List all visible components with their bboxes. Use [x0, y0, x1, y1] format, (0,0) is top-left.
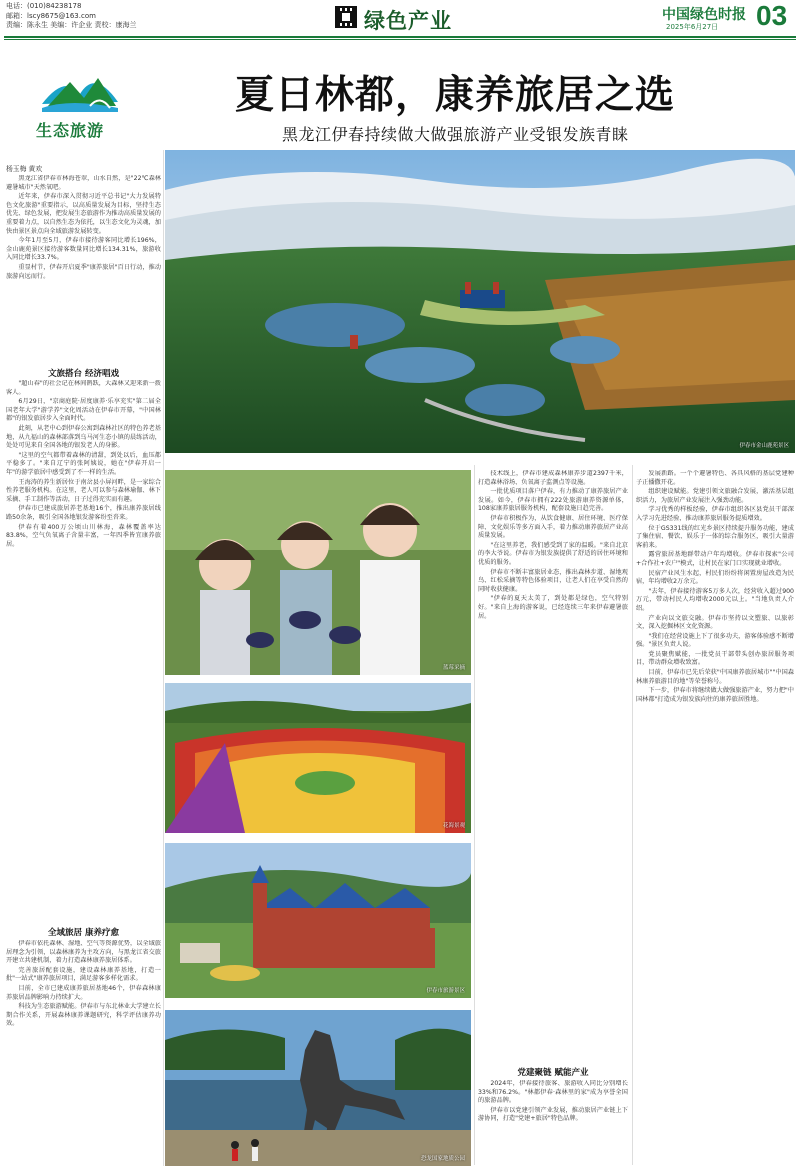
paragraph: 产业向以文旅交融。伊春市坚持以文塑旅、以旅彰文，深入挖掘林区文化资源。: [636, 614, 794, 631]
paragraph: 伊春市依托森林、湿地、空气等资源优势，以全域旅居理念为引领，以森林康养为主攻方向，与黑龙江省交旅开建立共建机制，着力打造森林康养旅居体系。: [6, 940, 161, 965]
castle-photo-caption: 伊春市旅游景区: [426, 988, 465, 994]
mountain-logo-icon: [40, 64, 120, 114]
kids-photo-caption: 蓝莓采摘: [442, 665, 465, 671]
paragraph: 伊春市不断丰富旅居业态，推出森林步道、湿地观鸟、红松采摘等特色体验项目，让老人们在享受自然的同时收获健康。: [478, 568, 628, 593]
header-rule: [4, 36, 796, 38]
paragraph: "伊春的夏天太美了，到处都是绿色，空气特别好。"来自上海的游客说，已经连续三年来伊春避暑旅居。: [478, 595, 628, 620]
column-divider: [474, 465, 475, 1165]
hero-photo-caption: 伊春市金山鹿苑景区: [739, 443, 789, 449]
paragraph: 黑龙江省伊春市林海苍翠，山水自然，是"22℃森林避暑城市"天然氧吧。: [6, 175, 161, 191]
paragraph: "我们在经营设施上下了很多功夫，游客体验感不断增强。"景区负责人说。: [636, 632, 794, 649]
flower-garden-photo: [165, 683, 471, 833]
paragraph: 伊春市以党建引领产业发展，推动旅居产业链上下游协同，打造"党建+旅居"特色品牌。: [478, 1106, 628, 1123]
column-divider: [163, 150, 164, 1166]
col1-intro: [6, 175, 161, 365]
paragraph: 科技为生态旅游赋能。伊春市与东北林业大学建立长期合作关系，开展森林康养课题研究，科学评估康养功效。: [6, 1003, 161, 1028]
paragraph: 发展新路。一个个避暑特色、各具风格的基层党建种子正播撒开花。: [636, 470, 794, 486]
paragraph: 伊春有着400万公顷山川林海，森林覆盖率达83.8%，空气负氧离子含量丰富，一年四季皆宜康养旅居。: [6, 523, 161, 548]
paragraph: 近年来，伊春市深入贯彻习近平总书记"大力发展特色文化旅游"重要指示，以高质量发展为目标，坚持生态优先、绿色发展，把发展生态旅游作为推动高质量发展的重要着力点，以自然生态为依托，以生态文化为灵魂，加快由景区景点向全域旅游发展转变。: [6, 193, 161, 235]
section-heading: 党建聚链 赋能产业: [517, 1068, 589, 1078]
col3-section3: [478, 1080, 628, 1166]
paragraph: 6月29日，"京商庭院·居度康养·乐享充实"第二届全国老年大学"游学养"文化周活动在伊春市开幕，"中国林都"的银发旅居步入全面时代。: [6, 398, 161, 423]
castle-resort-photo: [165, 843, 471, 998]
paragraph: 2024年，伊春接待旅客、旅游收入同比分别增长33%和76.2%。"林都伊春·森林里的家"成为享誉全国的旅游品牌。: [478, 1080, 628, 1105]
paragraph: 伊春市积极作为，从饮食健康、居住环境、医疗保障、文化娱乐等多方面入手，着力推动康养旅居产业高质量发展。: [478, 514, 628, 540]
paragraph: 目前，全市已建成康养旅居基地46个，伊春森林康养旅居品牌影响力持续扩大。: [6, 984, 161, 1001]
dinosaur-park-photo: [165, 1010, 471, 1166]
paragraph: 今年1月至5月，伊春市接待游客同比增长196%，金山鹿苑景区接待游客数量同比增长134.31%，旅游收入同比增长33.7%。: [6, 237, 161, 262]
paragraph: "在这里养老，我们感受到了家的温暖。"来自北京的李大爷说。伊春市为银发族提供了舒适的居住环境和优质的服务。: [478, 541, 628, 566]
paragraph: 民宿产业风生水起，村民们纷纷将闲置房屋改造为民宿，年均增收2万余元。: [636, 569, 794, 586]
paragraph: 重显村节，伊春开启夏季"康养旅居"百日行动，推动旅游向远而行。: [6, 263, 161, 280]
byline: 杨玉梅 黄欢: [6, 165, 43, 173]
paragraph: "这里的空气都带着森林的清甜，到处以后，血压都平稳多了。"来自辽宁的张阿姨说，她在"伊春开启一年"的游学旅居中感受到了不一样的生活。: [6, 451, 161, 476]
section-heading: 全域旅居 康养疗愈: [48, 928, 119, 938]
page-title: 夏日林都，康养旅居之选: [235, 72, 676, 118]
section-name: 绿色产业: [364, 8, 452, 33]
column-label: 生态旅游: [36, 121, 105, 140]
paragraph: 此刻，从老中心到伊春公寓到森林社区的特色养老基地，从九福山的森林部落到乌马河生态小镇的晨练活动，处处可见来自全国各地的银发老人的身影。: [6, 424, 161, 450]
page-subtitle: 黑龙江伊春持续做大做强旅游产业受银发族青睐: [282, 125, 629, 144]
paragraph: 下一步，伊春市将继续做大做强旅游产业，努力把"中国林都"打造成为银发族向往的康养旅居胜地。: [636, 687, 794, 703]
col1-section1: [6, 380, 161, 920]
flowers-photo-caption: 花海景观: [442, 823, 465, 829]
header-email: 邮箱：lscy8675@163.com: [6, 11, 96, 20]
dino-photo-caption: 恐龙国家地质公园: [420, 1156, 465, 1162]
paragraph: 伊春市已建成旅居养老基地16个，推出康养旅居线路50余条，吸引全国各地银发游客纷至沓来。: [6, 505, 161, 521]
paragraph: "超山春"的社会记在林间鹊跃，大森林又迎来新一拨客人。: [6, 380, 161, 396]
col1-section2: [6, 940, 161, 1166]
kids-blueberry-photo: [165, 470, 471, 675]
paragraph: 学习优秀的样板经验，伊春市组织各区县党员干部深入学习先进经验，推动康养旅居服务提质增效。: [636, 506, 794, 522]
paragraph: 党员聚焦赋能，一批党员干部带头创办旅居服务项目，带动群众增收致富。: [636, 650, 794, 667]
qr-code-icon: [335, 6, 357, 28]
hero-photo: [165, 150, 795, 453]
col3-text: [478, 470, 628, 1060]
paragraph: 目前，伊春市已先后荣获"中国康养旅居城市""中国森林康养旅游目的地"等荣誉称号。: [636, 669, 794, 685]
paragraph: 组织建设赋能。党建引领文旅融合发展，激活基层组织活力，为旅居产业发展注入强劲动能。: [636, 488, 794, 504]
issue-date: 2025年6月27日: [666, 23, 719, 31]
paragraph: "去年，伊春接待游客5万多人次，经营收入超过900万元，带动村民人均增收2000元以上。"当地负责人介绍。: [636, 587, 794, 612]
header-phone: 电话：(010)84238178: [6, 2, 82, 10]
header-rule-thin: [4, 39, 796, 40]
paragraph: 位于GS331线的红光乡景区持续提升服务功能，建成了集住宿、餐饮、娱乐于一体的综合服务区，吸引大量游客前来。: [636, 524, 794, 549]
masthead-logo: 中国绿色时报: [662, 7, 746, 23]
column-divider: [632, 465, 633, 1165]
paragraph: 完善旅居配套设施，建设森林康养基地，打造一批"一站式"康养旅居项目，满足游客多样化需求。: [6, 966, 161, 983]
header-editors: 责编：陈永生 美编：许企业 责校：康海兰: [6, 21, 137, 29]
section-heading: 文旅搭台 经济唱戏: [48, 369, 119, 379]
paragraph: 王海涛的养生新居位于南岔县小屏河畔，是一家综合性养老服务机构。在这里，老人可以参与森林瑜伽、林下采摘、手工制作等活动，日子过得充实而有趣。: [6, 478, 161, 503]
paragraph: 露营旅居基地群带动户年均增收。伊春市探索"公司+合作社+农户"模式，让村民在家门口实现就业增收。: [636, 551, 794, 567]
paragraph: 技术线上，伊春市建成森林康养步道2397千米，打造森林浴场、负氧离子监测点等设施。: [478, 470, 628, 486]
page-number: 03: [756, 0, 788, 31]
header-info: [6, 2, 136, 31]
paragraph: 一批优质项目落户伊春，有力推动了康养旅居产业发展。如今，伊春市拥有222处旅游康养资源单体，108家康养旅居服务机构，配套设施日趋完善。: [478, 488, 628, 513]
col4-text: [636, 470, 794, 1166]
